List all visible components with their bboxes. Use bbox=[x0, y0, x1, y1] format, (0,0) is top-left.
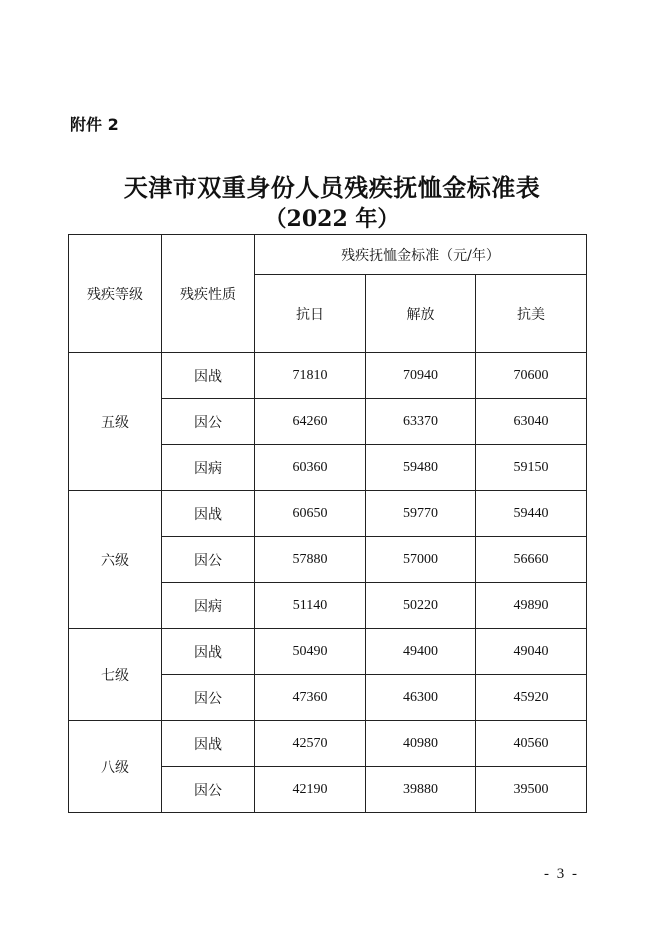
pension-value-cell: 59150 bbox=[476, 445, 587, 491]
disability-nature-cell: 因战 bbox=[162, 491, 255, 537]
disability-nature-cell: 因战 bbox=[162, 721, 255, 767]
pension-value-cell: 46300 bbox=[366, 675, 476, 721]
disability-level-cell: 八级 bbox=[69, 721, 162, 813]
pension-value-cell: 49040 bbox=[476, 629, 587, 675]
pension-value-cell: 51140 bbox=[255, 583, 366, 629]
disability-nature-cell: 因战 bbox=[162, 629, 255, 675]
document-title: 天津市双重身份人员残疾抚恤金标准表 bbox=[123, 173, 541, 202]
pension-value-cell: 56660 bbox=[476, 537, 587, 583]
pension-value-cell: 47360 bbox=[255, 675, 366, 721]
document-subtitle: （2022 年） bbox=[264, 206, 400, 232]
disability-nature-cell: 因战 bbox=[162, 353, 255, 399]
header-disability-nature: 残疾性质 bbox=[162, 235, 255, 353]
pension-value-cell: 50490 bbox=[255, 629, 366, 675]
pension-value-cell: 57880 bbox=[255, 537, 366, 583]
header-period-kangri: 抗日 bbox=[255, 275, 366, 353]
pension-value-cell: 60650 bbox=[255, 491, 366, 537]
pension-value-cell: 60360 bbox=[255, 445, 366, 491]
pension-value-cell: 40980 bbox=[366, 721, 476, 767]
disability-nature-cell: 因病 bbox=[162, 583, 255, 629]
pension-value-cell: 42190 bbox=[255, 767, 366, 813]
header-pension-standard: 残疾抚恤金标准（元/年） bbox=[255, 235, 587, 275]
disability-nature-cell: 因公 bbox=[162, 767, 255, 813]
page-number: - 3 - bbox=[544, 866, 579, 882]
pension-value-cell: 59770 bbox=[366, 491, 476, 537]
pension-value-cell: 71810 bbox=[255, 353, 366, 399]
table-row bbox=[69, 629, 587, 675]
table-row bbox=[69, 721, 587, 767]
disability-nature-cell: 因病 bbox=[162, 445, 255, 491]
header-period-kangmei: 抗美 bbox=[476, 275, 587, 353]
disability-level-cell: 五级 bbox=[69, 353, 162, 491]
pension-value-cell: 40560 bbox=[476, 721, 587, 767]
pension-value-cell: 49400 bbox=[366, 629, 476, 675]
disability-level-cell: 六级 bbox=[69, 491, 162, 629]
disability-level-cell: 七级 bbox=[69, 629, 162, 721]
header-disability-level: 残疾等级 bbox=[69, 235, 162, 353]
pension-value-cell: 50220 bbox=[366, 583, 476, 629]
pension-value-cell: 42570 bbox=[255, 721, 366, 767]
pension-value-cell: 45920 bbox=[476, 675, 587, 721]
pension-value-cell: 57000 bbox=[366, 537, 476, 583]
pension-value-cell: 39880 bbox=[366, 767, 476, 813]
pension-value-cell: 64260 bbox=[255, 399, 366, 445]
disability-nature-cell: 因公 bbox=[162, 675, 255, 721]
disability-nature-cell: 因公 bbox=[162, 537, 255, 583]
pension-value-cell: 70600 bbox=[476, 353, 587, 399]
disability-pension-table bbox=[68, 234, 587, 813]
pension-value-cell: 59440 bbox=[476, 491, 587, 537]
pension-value-cell: 63040 bbox=[476, 399, 587, 445]
pension-value-cell: 59480 bbox=[366, 445, 476, 491]
table-row bbox=[69, 491, 587, 537]
pension-value-cell: 49890 bbox=[476, 583, 587, 629]
attachment-label: 附件 2 bbox=[70, 115, 119, 134]
disability-nature-cell: 因公 bbox=[162, 399, 255, 445]
pension-value-cell: 63370 bbox=[366, 399, 476, 445]
table-header-row-1 bbox=[69, 235, 587, 275]
pension-value-cell: 39500 bbox=[476, 767, 587, 813]
pension-value-cell: 70940 bbox=[366, 353, 476, 399]
table-row bbox=[69, 353, 587, 399]
header-period-jiefang: 解放 bbox=[366, 275, 476, 353]
